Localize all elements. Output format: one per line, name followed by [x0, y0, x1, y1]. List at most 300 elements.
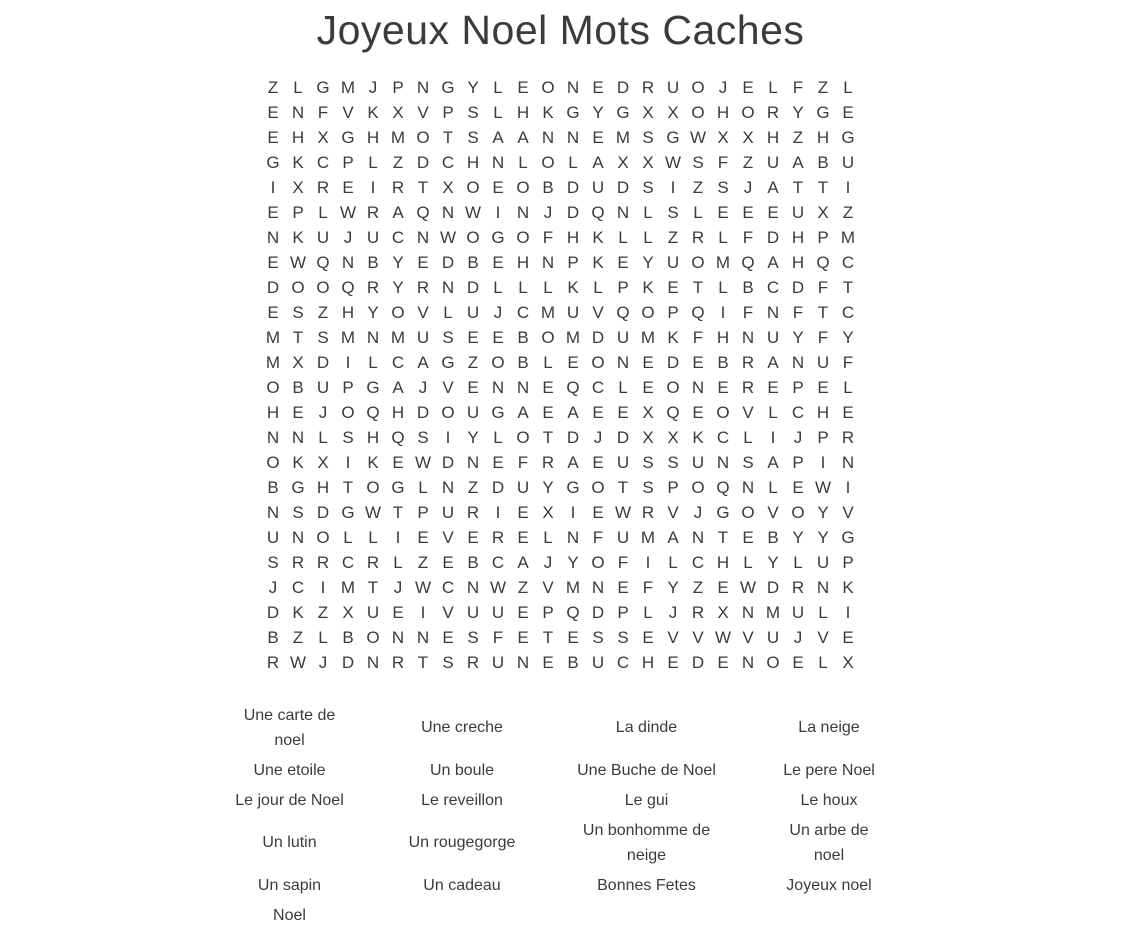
grid-letter[interactable]: B [767, 528, 779, 547]
grid-letter[interactable]: U [366, 603, 380, 622]
grid-letter[interactable]: S [467, 128, 479, 147]
grid-letter[interactable]: U [616, 328, 630, 347]
grid-letter[interactable]: E [267, 203, 279, 222]
grid-letter[interactable]: N [391, 628, 405, 647]
grid-letter[interactable]: X [317, 453, 329, 472]
grid-letter[interactable]: N [566, 528, 580, 547]
grid-letter[interactable]: O [766, 653, 780, 672]
grid-letter[interactable]: T [417, 653, 429, 672]
grid-letter[interactable]: R [466, 503, 480, 522]
grid-letter[interactable]: W [439, 228, 457, 247]
grid-letter[interactable]: J [668, 603, 678, 622]
grid-letter[interactable]: U [666, 78, 680, 97]
grid-letter[interactable]: G [291, 478, 305, 497]
grid-letter[interactable]: N [416, 78, 430, 97]
grid-letter[interactable]: Q [341, 278, 355, 297]
grid-letter[interactable]: W [489, 578, 507, 597]
grid-letter[interactable]: U [466, 303, 480, 322]
grid-letter[interactable]: E [692, 353, 704, 372]
grid-letter[interactable]: R [741, 353, 755, 372]
grid-letter[interactable]: E [292, 403, 304, 422]
grid-letter[interactable]: E [667, 278, 679, 297]
grid-letter[interactable]: L [368, 353, 378, 372]
grid-letter[interactable]: L [418, 478, 428, 497]
grid-letter[interactable]: D [591, 328, 605, 347]
grid-letter[interactable]: N [741, 653, 755, 672]
grid-letter[interactable]: N [716, 453, 730, 472]
grid-letter[interactable]: R [266, 653, 280, 672]
grid-letter[interactable]: K [592, 228, 604, 247]
grid-letter[interactable]: T [442, 128, 454, 147]
grid-letter[interactable]: M [765, 603, 781, 622]
grid-letter[interactable]: U [841, 153, 855, 172]
grid-letter[interactable]: E [617, 403, 629, 422]
grid-letter[interactable]: T [617, 478, 629, 497]
grid-letter[interactable]: B [267, 478, 279, 497]
grid-letter[interactable]: Z [467, 353, 479, 372]
grid-letter[interactable]: B [567, 653, 579, 672]
grid-letter[interactable]: N [741, 328, 755, 347]
grid-letter[interactable]: C [316, 153, 330, 172]
grid-letter[interactable]: B [517, 353, 529, 372]
grid-letter[interactable]: L [643, 603, 653, 622]
grid-letter[interactable]: V [342, 103, 354, 122]
grid-letter[interactable]: J [368, 78, 378, 97]
grid-letter[interactable]: V [592, 303, 604, 322]
grid-letter[interactable]: B [467, 253, 479, 272]
grid-letter[interactable]: N [691, 528, 705, 547]
grid-letter[interactable]: M [565, 328, 581, 347]
grid-letter[interactable]: X [642, 153, 654, 172]
grid-letter[interactable]: D [616, 428, 630, 447]
grid-letter[interactable]: C [391, 228, 405, 247]
grid-letter[interactable]: D [591, 603, 605, 622]
grid-letter[interactable]: L [743, 553, 753, 572]
grid-letter[interactable]: U [691, 453, 705, 472]
grid-letter[interactable]: O [541, 78, 555, 97]
grid-letter[interactable]: S [342, 428, 354, 447]
grid-letter[interactable]: R [366, 203, 380, 222]
grid-letter[interactable]: D [616, 178, 630, 197]
grid-letter[interactable]: O [491, 353, 505, 372]
grid-letter[interactable]: H [516, 253, 530, 272]
grid-letter[interactable]: R [741, 378, 755, 397]
grid-letter[interactable]: L [318, 203, 328, 222]
grid-letter[interactable]: L [343, 528, 353, 547]
grid-letter[interactable]: V [667, 628, 679, 647]
grid-letter[interactable]: U [466, 403, 480, 422]
grid-letter[interactable]: X [667, 103, 679, 122]
grid-letter[interactable]: L [393, 553, 403, 572]
grid-letter[interactable]: M [265, 353, 281, 372]
grid-letter[interactable]: E [792, 478, 804, 497]
grid-letter[interactable]: N [741, 603, 755, 622]
grid-letter[interactable]: P [667, 303, 679, 322]
grid-letter[interactable]: G [616, 103, 630, 122]
grid-letter[interactable]: A [417, 353, 429, 372]
grid-letter[interactable]: D [441, 453, 455, 472]
grid-letter[interactable]: H [791, 228, 805, 247]
grid-letter[interactable]: P [792, 378, 804, 397]
grid-letter[interactable]: J [318, 653, 328, 672]
grid-letter[interactable]: H [366, 428, 380, 447]
grid-letter[interactable]: O [416, 128, 430, 147]
grid-letter[interactable]: K [367, 103, 379, 122]
grid-letter[interactable]: C [841, 253, 855, 272]
grid-letter[interactable]: Y [792, 528, 804, 547]
grid-letter[interactable]: V [442, 378, 454, 397]
grid-letter[interactable]: B [467, 553, 479, 572]
grid-letter[interactable]: R [766, 103, 780, 122]
grid-letter[interactable]: X [317, 128, 329, 147]
grid-letter[interactable]: N [366, 328, 380, 347]
grid-letter[interactable]: R [316, 178, 330, 197]
grid-letter[interactable]: N [841, 453, 855, 472]
grid-letter[interactable]: M [640, 328, 656, 347]
grid-letter[interactable]: E [717, 578, 729, 597]
grid-letter[interactable]: E [692, 403, 704, 422]
grid-letter[interactable]: L [543, 353, 553, 372]
grid-letter[interactable]: R [366, 278, 380, 297]
grid-letter[interactable]: E [542, 653, 554, 672]
grid-letter[interactable]: E [717, 378, 729, 397]
grid-letter[interactable]: R [291, 553, 305, 572]
grid-letter[interactable]: L [293, 78, 303, 97]
grid-letter[interactable]: E [267, 128, 279, 147]
grid-letter[interactable]: Q [591, 203, 605, 222]
grid-letter[interactable]: E [342, 178, 354, 197]
grid-letter[interactable]: Q [691, 303, 705, 322]
grid-letter[interactable]: E [517, 78, 529, 97]
grid-letter[interactable]: U [441, 503, 455, 522]
grid-letter[interactable]: E [542, 378, 554, 397]
grid-letter[interactable]: N [466, 578, 480, 597]
grid-letter[interactable]: C [591, 378, 605, 397]
grid-letter[interactable]: P [842, 553, 854, 572]
grid-letter[interactable]: N [616, 353, 630, 372]
grid-letter[interactable]: L [568, 153, 578, 172]
grid-letter[interactable]: J [793, 428, 803, 447]
grid-letter[interactable]: X [842, 653, 854, 672]
grid-letter[interactable]: T [342, 478, 354, 497]
grid-letter[interactable]: H [316, 478, 330, 497]
grid-letter[interactable]: L [368, 528, 378, 547]
grid-letter[interactable]: O [741, 503, 755, 522]
grid-letter[interactable]: H [391, 403, 405, 422]
grid-letter[interactable]: A [667, 528, 679, 547]
grid-letter[interactable]: I [345, 453, 351, 472]
grid-letter[interactable]: B [817, 153, 829, 172]
grid-letter[interactable]: L [768, 403, 778, 422]
grid-letter[interactable]: G [841, 128, 855, 147]
grid-letter[interactable]: H [366, 128, 380, 147]
grid-letter[interactable]: C [341, 553, 355, 572]
grid-letter[interactable]: U [791, 203, 805, 222]
grid-letter[interactable]: F [542, 228, 554, 247]
grid-letter[interactable]: Z [842, 203, 854, 222]
grid-letter[interactable]: O [591, 478, 605, 497]
grid-letter[interactable]: G [441, 78, 455, 97]
grid-letter[interactable]: G [566, 103, 580, 122]
grid-letter[interactable]: B [342, 628, 354, 647]
grid-letter[interactable]: X [717, 128, 729, 147]
grid-letter[interactable]: S [467, 628, 479, 647]
grid-letter[interactable]: E [792, 653, 804, 672]
grid-letter[interactable]: W [664, 153, 682, 172]
grid-letter[interactable]: O [266, 378, 280, 397]
grid-letter[interactable]: Q [616, 303, 630, 322]
grid-letter[interactable]: D [341, 653, 355, 672]
grid-letter[interactable]: G [841, 528, 855, 547]
grid-letter[interactable]: P [417, 503, 429, 522]
grid-letter[interactable]: X [717, 603, 729, 622]
grid-letter[interactable]: D [766, 228, 780, 247]
grid-letter[interactable]: D [766, 578, 780, 597]
grid-letter[interactable]: E [517, 628, 529, 647]
grid-letter[interactable]: D [416, 153, 430, 172]
grid-letter[interactable]: Q [566, 603, 580, 622]
grid-letter[interactable]: B [517, 328, 529, 347]
grid-letter[interactable]: L [843, 78, 853, 97]
grid-letter[interactable]: U [566, 303, 580, 322]
grid-letter[interactable]: J [793, 628, 803, 647]
grid-letter[interactable]: I [445, 428, 451, 447]
grid-letter[interactable]: P [667, 478, 679, 497]
grid-letter[interactable]: I [845, 478, 851, 497]
grid-letter[interactable]: Z [317, 603, 329, 622]
grid-letter[interactable]: A [767, 453, 779, 472]
grid-letter[interactable]: V [742, 403, 754, 422]
grid-letter[interactable]: O [366, 628, 380, 647]
grid-letter[interactable]: Q [816, 253, 830, 272]
grid-letter[interactable]: M [340, 78, 356, 97]
grid-letter[interactable]: M [615, 128, 631, 147]
grid-letter[interactable]: G [366, 378, 380, 397]
grid-letter[interactable]: T [542, 428, 554, 447]
grid-letter[interactable]: M [340, 578, 356, 597]
grid-letter[interactable]: Z [742, 153, 754, 172]
grid-letter[interactable]: R [641, 78, 655, 97]
grid-letter[interactable]: J [318, 403, 328, 422]
grid-letter[interactable]: J [543, 203, 553, 222]
grid-letter[interactable]: C [791, 403, 805, 422]
grid-letter[interactable]: L [518, 153, 528, 172]
grid-letter[interactable]: Q [391, 428, 405, 447]
grid-letter[interactable]: L [818, 653, 828, 672]
grid-letter[interactable]: F [842, 353, 854, 372]
grid-letter[interactable]: D [566, 428, 580, 447]
grid-letter[interactable]: T [692, 278, 704, 297]
grid-letter[interactable]: O [641, 303, 655, 322]
grid-letter[interactable]: E [517, 603, 529, 622]
grid-letter[interactable]: O [516, 428, 530, 447]
grid-letter[interactable]: X [442, 178, 454, 197]
grid-letter[interactable]: E [567, 353, 579, 372]
grid-letter[interactable]: U [516, 478, 530, 497]
grid-letter[interactable]: L [818, 603, 828, 622]
grid-letter[interactable]: N [566, 128, 580, 147]
grid-letter[interactable]: F [717, 153, 729, 172]
grid-letter[interactable]: F [742, 228, 754, 247]
grid-letter[interactable]: L [493, 103, 503, 122]
grid-letter[interactable]: V [542, 578, 554, 597]
grid-letter[interactable]: C [441, 153, 455, 172]
grid-letter[interactable]: M [265, 328, 281, 347]
grid-letter[interactable]: N [341, 253, 355, 272]
grid-letter[interactable]: U [616, 528, 630, 547]
grid-letter[interactable]: J [743, 178, 753, 197]
grid-letter[interactable]: N [816, 578, 830, 597]
grid-letter[interactable]: M [390, 128, 406, 147]
grid-letter[interactable]: R [541, 453, 555, 472]
grid-letter[interactable]: C [291, 578, 305, 597]
grid-letter[interactable]: O [791, 503, 805, 522]
grid-letter[interactable]: N [791, 353, 805, 372]
grid-letter[interactable]: A [517, 403, 529, 422]
grid-letter[interactable]: L [718, 278, 728, 297]
grid-letter[interactable]: S [642, 178, 654, 197]
grid-letter[interactable]: P [392, 78, 404, 97]
grid-letter[interactable]: B [267, 628, 279, 647]
grid-letter[interactable]: E [767, 378, 779, 397]
grid-letter[interactable]: U [266, 528, 280, 547]
grid-letter[interactable]: O [466, 178, 480, 197]
grid-letter[interactable]: C [441, 578, 455, 597]
grid-letter[interactable]: W [614, 503, 632, 522]
grid-letter[interactable]: L [643, 203, 653, 222]
grid-letter[interactable]: L [543, 278, 553, 297]
grid-letter[interactable]: T [417, 178, 429, 197]
grid-letter[interactable]: Z [792, 128, 804, 147]
grid-letter[interactable]: V [817, 628, 829, 647]
grid-letter[interactable]: R [841, 428, 855, 447]
grid-letter[interactable]: W [714, 628, 732, 647]
grid-letter[interactable]: W [414, 578, 432, 597]
grid-letter[interactable]: C [516, 303, 530, 322]
grid-letter[interactable]: W [739, 578, 757, 597]
grid-letter[interactable]: A [517, 128, 529, 147]
grid-letter[interactable]: O [541, 153, 555, 172]
grid-letter[interactable]: L [693, 203, 703, 222]
grid-letter[interactable]: K [292, 603, 304, 622]
grid-letter[interactable]: V [692, 628, 704, 647]
grid-letter[interactable]: S [742, 453, 754, 472]
grid-letter[interactable]: F [592, 528, 604, 547]
grid-letter[interactable]: O [691, 253, 705, 272]
grid-letter[interactable]: E [417, 253, 429, 272]
grid-letter[interactable]: R [366, 553, 380, 572]
grid-letter[interactable]: U [766, 153, 780, 172]
grid-letter[interactable]: X [617, 153, 629, 172]
grid-letter[interactable]: P [542, 603, 554, 622]
grid-letter[interactable]: R [416, 278, 430, 297]
grid-letter[interactable]: N [541, 128, 555, 147]
grid-letter[interactable]: Y [767, 553, 779, 572]
grid-letter[interactable]: E [392, 603, 404, 622]
grid-letter[interactable]: E [742, 78, 754, 97]
grid-letter[interactable]: S [467, 103, 479, 122]
grid-letter[interactable]: E [642, 353, 654, 372]
grid-letter[interactable]: Y [817, 503, 829, 522]
grid-letter[interactable]: E [492, 328, 504, 347]
grid-letter[interactable]: G [491, 403, 505, 422]
grid-letter[interactable]: E [592, 453, 604, 472]
grid-letter[interactable]: K [292, 453, 304, 472]
grid-letter[interactable]: X [642, 428, 654, 447]
grid-letter[interactable]: E [517, 503, 529, 522]
grid-letter[interactable]: E [642, 378, 654, 397]
grid-letter[interactable]: D [266, 603, 280, 622]
grid-letter[interactable]: I [570, 503, 576, 522]
grid-letter[interactable]: L [768, 478, 778, 497]
grid-letter[interactable]: L [743, 428, 753, 447]
grid-letter[interactable]: C [491, 553, 505, 572]
grid-letter[interactable]: D [691, 653, 705, 672]
grid-letter[interactable]: R [491, 528, 505, 547]
grid-letter[interactable]: G [316, 78, 330, 97]
grid-letter[interactable]: N [416, 628, 430, 647]
grid-letter[interactable]: S [292, 503, 304, 522]
grid-letter[interactable]: E [742, 203, 754, 222]
grid-letter[interactable]: N [441, 203, 455, 222]
grid-letter[interactable]: B [742, 278, 754, 297]
grid-letter[interactable]: A [492, 128, 504, 147]
grid-letter[interactable]: S [692, 153, 704, 172]
grid-letter[interactable]: U [816, 553, 830, 572]
grid-letter[interactable]: E [592, 78, 604, 97]
grid-letter[interactable]: G [266, 153, 280, 172]
grid-letter[interactable]: Y [592, 103, 604, 122]
grid-letter[interactable]: Y [642, 253, 654, 272]
grid-letter[interactable]: F [642, 578, 654, 597]
grid-letter[interactable]: M [390, 328, 406, 347]
grid-letter[interactable]: D [316, 353, 330, 372]
grid-letter[interactable]: E [642, 628, 654, 647]
grid-letter[interactable]: X [817, 203, 829, 222]
grid-letter[interactable]: N [266, 503, 280, 522]
grid-letter[interactable]: Z [692, 178, 704, 197]
grid-letter[interactable]: P [342, 153, 354, 172]
grid-letter[interactable]: T [817, 178, 829, 197]
grid-letter[interactable]: E [442, 553, 454, 572]
grid-letter[interactable]: S [442, 328, 454, 347]
grid-letter[interactable]: C [691, 553, 705, 572]
grid-letter[interactable]: E [842, 403, 854, 422]
grid-letter[interactable]: X [292, 353, 304, 372]
grid-letter[interactable]: N [416, 228, 430, 247]
grid-letter[interactable]: C [616, 653, 630, 672]
grid-letter[interactable]: R [791, 578, 805, 597]
grid-letter[interactable]: H [566, 228, 580, 247]
grid-letter[interactable]: E [517, 528, 529, 547]
grid-letter[interactable]: O [391, 303, 405, 322]
grid-letter[interactable]: F [317, 103, 329, 122]
grid-letter[interactable]: L [318, 628, 328, 647]
grid-letter[interactable]: N [291, 103, 305, 122]
grid-letter[interactable]: N [291, 528, 305, 547]
grid-letter[interactable]: K [592, 253, 604, 272]
grid-letter[interactable]: O [291, 278, 305, 297]
grid-letter[interactable]: P [567, 253, 579, 272]
grid-letter[interactable]: I [645, 553, 651, 572]
grid-letter[interactable]: X [292, 178, 304, 197]
grid-letter[interactable]: F [817, 278, 829, 297]
grid-letter[interactable]: L [618, 378, 628, 397]
grid-letter[interactable]: T [392, 503, 404, 522]
grid-letter[interactable]: L [493, 428, 503, 447]
grid-letter[interactable]: E [592, 503, 604, 522]
grid-letter[interactable]: R [316, 553, 330, 572]
